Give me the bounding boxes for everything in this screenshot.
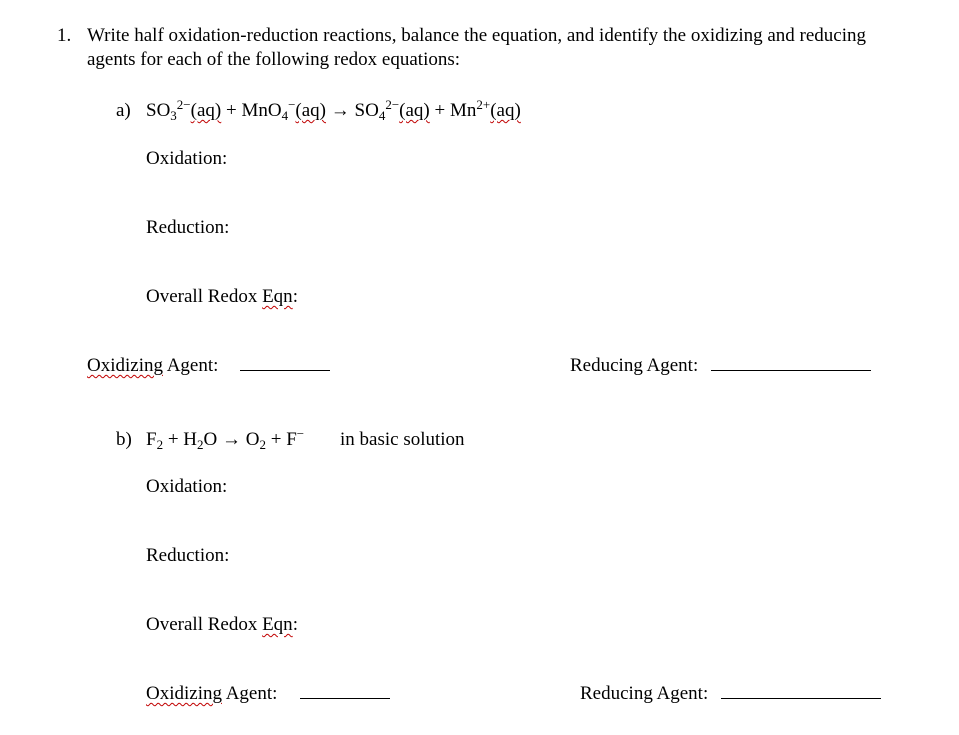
question-text-line-2: agents for each of the following redox equations: (87, 49, 461, 70)
part-a-overall-label: Overall Redox Eqn: (146, 286, 298, 307)
part-b-oxidizing-agent-label: Oxidizing Agent: (146, 683, 278, 704)
question-text-line-1: Write half oxidation-reduction reactions, balance the equation, and identify the oxidizing and reducing (87, 25, 867, 46)
part-a-reduction-label: Reduction: (146, 217, 230, 238)
part-a-reducing-agent-blank[interactable] (711, 356, 871, 375)
part-b-reducing-agent-blank[interactable] (721, 684, 881, 703)
part-b-reducing-agent-label: Reducing Agent: (580, 683, 709, 704)
part-b-oxidizing-agent-blank[interactable] (300, 684, 390, 703)
part-a-oxidation-label: Oxidation: (146, 148, 228, 169)
part-b-condition: in basic solution (340, 429, 465, 450)
part-a-oxidizing-agent-blank[interactable] (240, 356, 330, 375)
part-a-label: a) (116, 100, 131, 121)
part-b-reduction-label: Reduction: (146, 545, 230, 566)
part-b-overall-label: Overall Redox Eqn: (146, 614, 298, 635)
part-b-label: b) (116, 429, 132, 450)
part-a-oxidizing-agent-label: Oxidizing Agent: (87, 355, 219, 376)
question-number: 1. (57, 25, 72, 46)
part-b-equation: $F_2 + H_2O \to O_2 + F^-$ (146, 426, 305, 452)
part-a-reducing-agent-label: Reducing Agent: (570, 355, 699, 376)
part-a-equation: $SO_3^{2-}(aq) + MnO_4^-(aq) \to SO_4^{2-}(aq) + Mn^{2+}(aq)$ (146, 97, 521, 123)
part-b-oxidation-label: Oxidation: (146, 476, 228, 497)
